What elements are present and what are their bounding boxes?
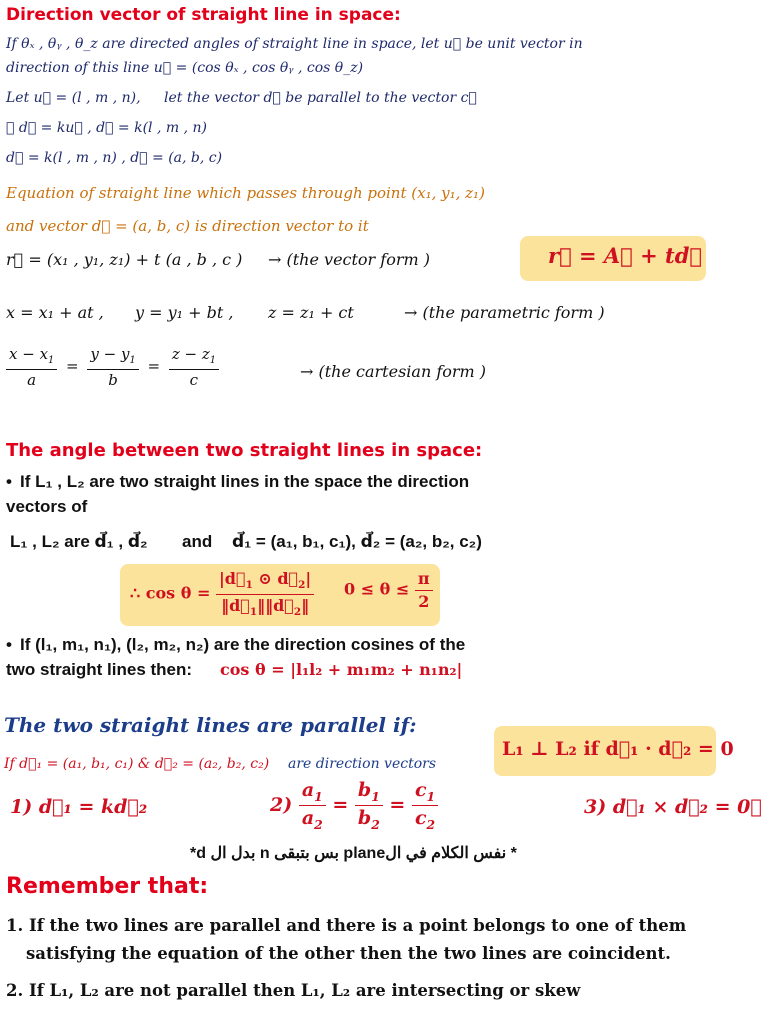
remember-item-1: 1. If the two lines are parallel and there is a point belongs to one of them xyxy=(6,916,687,935)
section-title-parallel: The two straight lines are parallel if: xyxy=(4,713,417,737)
direction-cosine-formula: cos θ = |l₁l₂ + m₁m₂ + n₁n₂| xyxy=(220,660,463,679)
text-line: let the vector d⃗ be parallel to the vector c⃗ xyxy=(164,90,477,106)
text-line: If L₁ , L₂ are two straight lines in the space the direction xyxy=(20,472,470,491)
cartesian-form-label: → (the cartesian form ) xyxy=(300,362,487,381)
text-line: ∴ d⃗ = ku⃗ , d⃗ = k(l , m , n) xyxy=(6,120,207,136)
text-line: Let u⃗ = (l , m , n), xyxy=(6,90,141,106)
cos-theta-range: 0 ≤ θ ≤ $\frac{\pi}{2}$ xyxy=(344,570,433,610)
text-line: two straight lines then: xyxy=(6,660,193,679)
text-line: If (l₁, m₁, n₁), (l₂, m₂, n₂) are the direction cosines of the xyxy=(20,635,466,654)
text-line: and vector d⃗ = (a, b, c) is direction vector to it xyxy=(6,217,369,235)
remember-item-2: 2. If L₁, L₂ are not parallel then L₁, L₂ are intersecting or skew xyxy=(6,981,581,1000)
section-title-remember: Remember that: xyxy=(6,874,209,899)
vector-form-box-text: r⃗ = A⃗ + td⃗ xyxy=(548,243,702,268)
text-line: d⃗ = k(l , m , n) , d⃗ = (a, b, c) xyxy=(6,150,223,166)
remember-item-1-cont: satisfying the equation of the other then the two lines are coincident. xyxy=(26,944,671,963)
text-line: vectors of xyxy=(6,497,88,516)
text-line: direction of this line u⃗ = (cos θₓ , cos θᵧ , cos θ_z) xyxy=(6,60,364,76)
text-line: Equation of straight line which passes through point (x₁, y₁, z₁) xyxy=(6,184,485,202)
arabic-note: * نفس الكلام في الplane بس بتبقى n بدل ال d* xyxy=(190,845,517,862)
parallel-condition-3: 3) d⃗₁ × d⃗₂ = 0⃗ xyxy=(584,796,762,818)
bullet-star: • xyxy=(6,472,12,491)
parallel-condition-1: 1) d⃗₁ = kd⃗₂ xyxy=(10,796,148,818)
section-title-angle: The angle between two straight lines in space: xyxy=(6,440,483,461)
parametric-x: x = x₁ + at , xyxy=(6,303,104,322)
cos-theta-formula: ∴ cos θ = $\frac{|d⃗_1 ⊙ d⃗_2|}{‖d⃗_1‖‖d⃗_2‖}$ xyxy=(130,570,314,618)
parametric-z: z = z₁ + ct xyxy=(268,303,354,322)
perpendicular-condition: L₁ ⊥ L₂ if d⃗₁ · d⃗₂ = 0 xyxy=(502,738,734,760)
text-line: are direction vectors xyxy=(288,756,436,772)
text-line: and xyxy=(182,532,213,551)
vector-form-equation: r⃗ = (x₁ , y₁, z₁) + t (a , b , c ) xyxy=(6,250,243,269)
parametric-y: y = y₁ + bt , xyxy=(135,303,234,322)
text-line: L₁ , L₂ are d⃗₁ , d⃗₂ xyxy=(10,532,148,551)
cartesian-equation: $\frac{x - x_1}{a}$ = $\frac{y - y_1}{b}$ = $\frac{z - z_1}{c}$ xyxy=(6,346,219,388)
text-line: If d⃗₁ = (a₁, b₁, c₁) & d⃗₂ = (a₂, b₂, c₂) xyxy=(4,756,270,772)
text-line: If θₓ , θᵧ , θ_z are directed angles of straight line in space, let u⃗ be unit vector in xyxy=(6,36,583,52)
bullet-star: • xyxy=(6,635,12,654)
parametric-form-label: → (the parametric form ) xyxy=(404,303,605,322)
section-title-direction-vector: Direction vector of straight line in space: xyxy=(6,5,401,25)
vector-form-label: → (the vector form ) xyxy=(268,250,430,269)
parallel-condition-2: 2) $\frac{a_1}{a_2}$ = $\frac{b_1}{b_2}$ = $\frac{c_1}{c_2}$ xyxy=(270,780,438,832)
text-line: d⃗₁ = (a₁, b₁, c₁), d⃗₂ = (a₂, b₂, c₂) xyxy=(232,532,482,551)
